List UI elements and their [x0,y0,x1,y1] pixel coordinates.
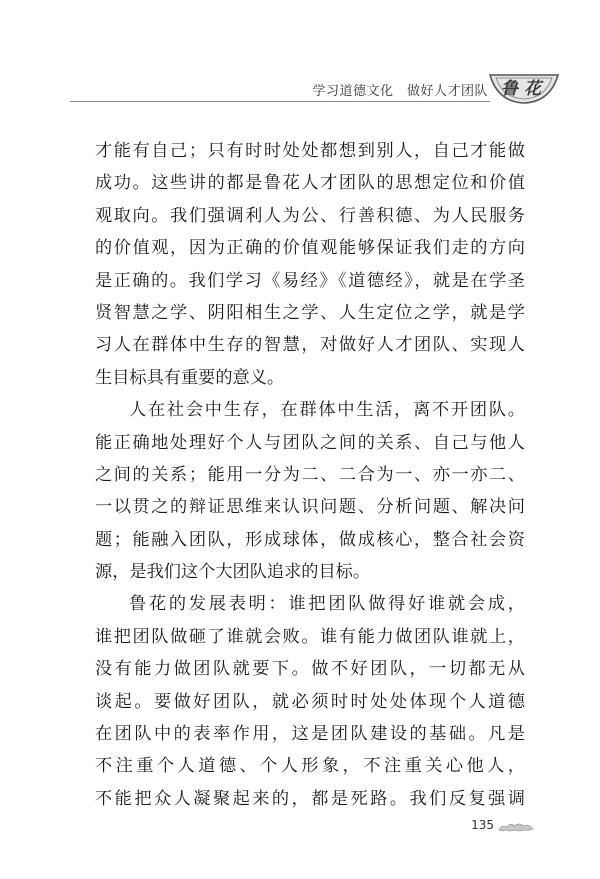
text-line: 在团队中的表率作用，这是团队建设的基础。凡是 [95,724,525,745]
header-rule [70,101,490,102]
text-line: 源，是我们这个大团队追求的目标。 [95,562,371,583]
text-line: 贤智慧之学、阴阳相生之学、人生定位之学，就是学 [95,302,525,323]
paragraph-start-line: 人在社会中生存，在群体中生活，离不开团队。 [129,400,525,421]
luhua-logo-tab [488,72,560,106]
text-line: 之间的关系；能用一分为二、二合为一、亦一亦二、 [95,464,525,485]
text-line: 没有能力做团队就要下。做不好团队，一切都无从 [95,659,525,680]
text-line: 成功。这些讲的都是鲁花人才团队的思想定位和价值 [95,173,525,194]
page-number: 135 [471,818,494,832]
text-line: 一以贯之的辩证思维来认识问题、分析问题、解决问 [95,497,525,518]
text-line: 题；能融入团队，形成球体，做成核心，整合社会资 [95,529,525,550]
text-line: 习人在群体中生存的智慧，对做好人才团队、实现人 [95,335,525,356]
text-line: 能正确地处理好个人与团队之间的关系、自己与他人 [95,432,525,453]
text-line: 谈起。要做好团队，就必须时时处处体现个人道德 [95,691,525,712]
text-line: 观取向。我们强调利人为公、行善积德、为人民服务 [95,205,525,226]
text-line: 谁把团队做砸了谁就会败。谁有能力做团队谁就上， [95,626,525,647]
page-header [0,0,600,110]
body-text [95,135,525,815]
text-line: 的价值观，因为正确的价值观能够保证我们走的方向 [95,238,525,259]
text-line: 是正确的。我们学习《易经》《道德经》，就是在学圣 [95,270,525,291]
paragraph-start-line: 鲁花的发展表明：谁把团队做得好谁就会成， [129,594,525,615]
text-line: 不能把众人凝聚起来的，都是死路。我们反复强调 [95,788,525,809]
running-header-title: 学习道德文化 做好人才团队 [312,84,488,99]
text-line: 才能有自己；只有时时处处都想到别人，自己才能做 [95,141,525,161]
cloud-ornament-icon [498,821,534,833]
page-footer [0,818,600,848]
text-line: 不注重个人道德、个人形象，不注重关心他人， [95,756,525,777]
logo-text: 鲁花 [501,79,547,99]
text-line: 生目标具有重要的意义。 [95,367,285,388]
